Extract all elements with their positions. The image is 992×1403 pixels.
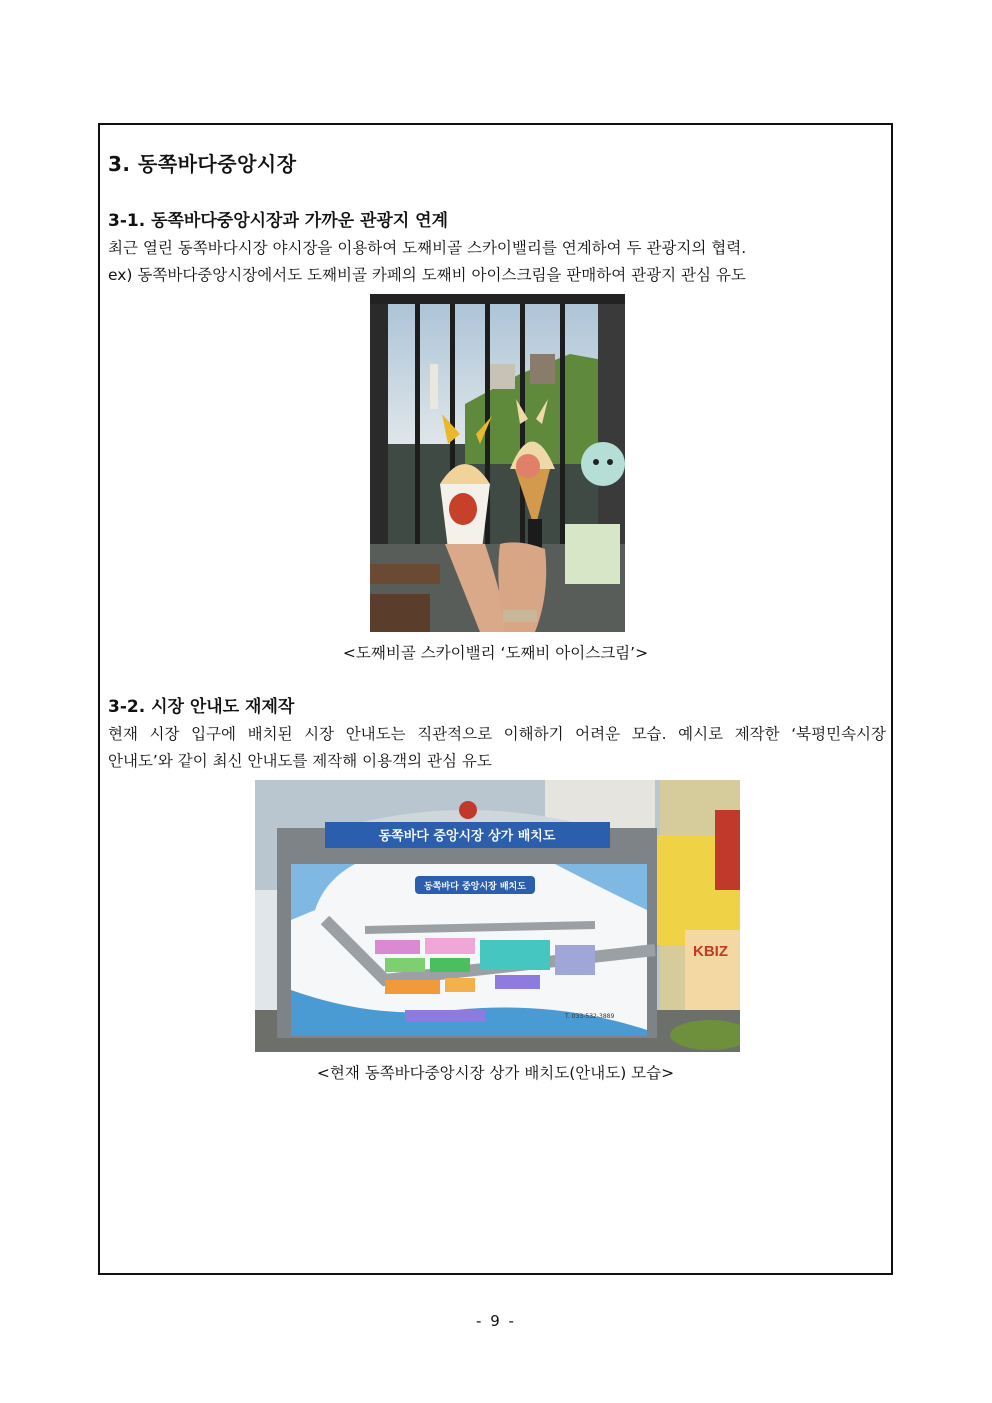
paragraph-2-line-2: 안내도’와 같이 최신 안내도를 제작해 이용객의 관심 유도 — [108, 752, 492, 770]
shop-sign-text: KBIZ — [693, 943, 728, 960]
paragraph-1-line-1: 최근 열린 동쪽바다시장 야시장을 이용하여 도째비골 스카이밸리를 연계하여 두 관광지의 협력. — [108, 239, 747, 257]
caption-market-map: <현재 동쪽바다중앙시장 상가 배치도(안내도) 모습> — [316, 1064, 675, 1082]
paragraph-1-line-2: ex) 동쪽바다중앙시장에서도 도째비골 카페의 도째비 아이스크림을 판매하여 관광지 관심 유도 — [108, 266, 746, 284]
sign-header-text: 동쪽바다 중앙시장 상가 배치도 — [378, 829, 556, 844]
subsection-heading-2: 3-2. 시장 안내도 재제작 — [108, 697, 295, 717]
paragraph-2-line-1: 현재 시장 입구에 배치된 시장 안내도는 직관적으로 이해하기 어려운 모습. 예시로 제작한 ‘북평민속시장 — [108, 725, 886, 743]
section-title: 3. 동쪽바다중앙시장 — [108, 152, 297, 176]
sign-phone-text: T. 033-532-3889 — [565, 1013, 615, 1020]
map-title-text: 동쪽바다 중앙시장 배치도 — [424, 882, 526, 892]
page-number: - 9 - — [476, 1312, 516, 1330]
ice-cream-photo — [370, 294, 625, 632]
caption-ice-cream: <도째비골 스카이밸리 ‘도째비 아이스크림’> — [342, 644, 649, 662]
subsection-heading-1: 3-1. 동쪽바다중앙시장과 가까운 관광지 연계 — [108, 211, 449, 231]
market-map-photo — [255, 780, 740, 1052]
